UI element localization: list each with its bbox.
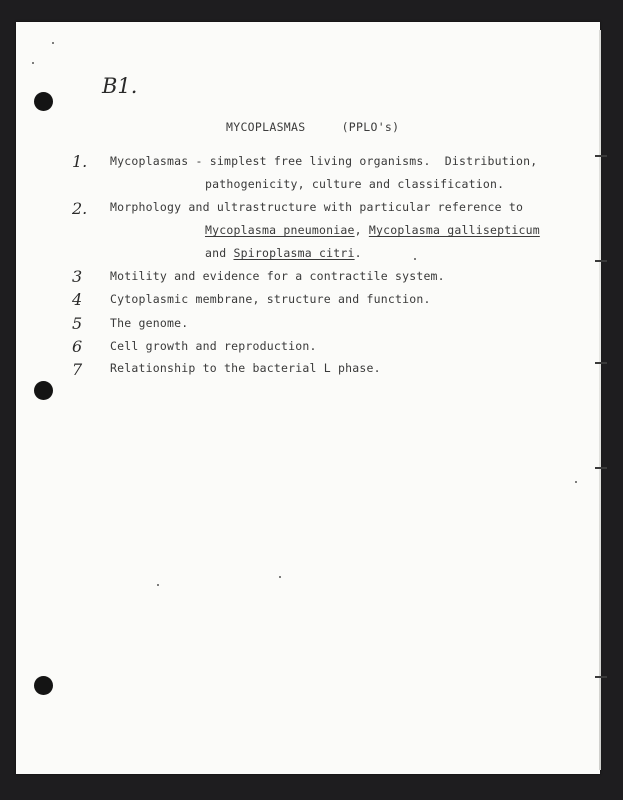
item-number: 6 (72, 337, 83, 356)
speck (575, 481, 577, 483)
speck (32, 62, 34, 64)
item-number: 3 (72, 267, 83, 286)
tab-marker (595, 362, 607, 364)
item-text: Cytoplasmic membrane, structure and function. (110, 292, 431, 306)
species-name: Mycoplasma gallisepticum (368, 223, 540, 237)
item-number: 2. (72, 199, 88, 218)
tab-marker (595, 676, 607, 678)
punch-hole (34, 92, 53, 111)
separator: , (354, 223, 369, 237)
page-label: B1. (102, 74, 138, 98)
species-name: Spiroplasma citri (233, 246, 355, 260)
item-number: 7 (72, 360, 83, 379)
species-name: Mycoplasma pneumoniae (205, 223, 355, 237)
punch-hole (34, 381, 53, 400)
item-number: 4 (72, 290, 83, 309)
page-edge (599, 30, 601, 770)
item-text-continued: pathogenicity, culture and classification. (205, 177, 505, 191)
item-text: Motility and evidence for a contractile system. (110, 269, 445, 283)
item-text: Morphology and ultrastructure with particular reference to (110, 200, 524, 214)
punch-hole (34, 676, 53, 695)
item-text: The genome. (110, 316, 189, 330)
tab-marker (595, 155, 607, 157)
item-number: 1. (72, 152, 88, 171)
tab-marker (595, 260, 607, 262)
conjunction: and (205, 246, 234, 260)
speck (157, 584, 159, 586)
page-title: MYCOPLASMAS (PPLO's) (226, 120, 400, 134)
speck (52, 42, 54, 44)
speck (279, 576, 281, 578)
item-number: 5 (72, 314, 83, 333)
item-text-continued (205, 246, 362, 260)
terminator: . (354, 246, 362, 260)
item-text: Cell growth and reproduction. (110, 339, 317, 353)
document-page (16, 22, 600, 774)
speck (414, 258, 416, 260)
tab-marker (595, 467, 607, 469)
item-text-continued (205, 223, 540, 237)
item-text: Relationship to the bacterial L phase. (110, 361, 381, 375)
item-text: Mycoplasmas - simplest free living organisms. Distribution, (110, 154, 538, 168)
